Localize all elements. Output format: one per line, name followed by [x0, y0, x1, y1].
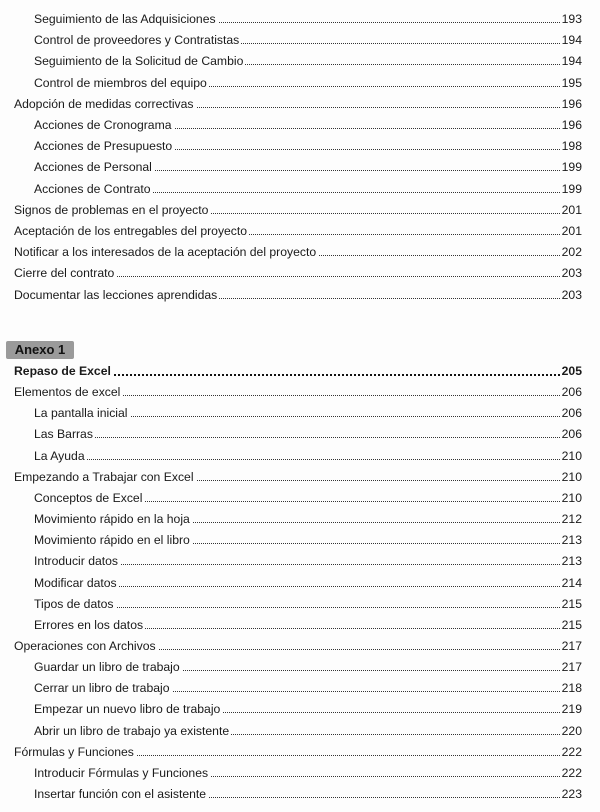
toc-entry [0, 678, 600, 698]
toc-entry [0, 594, 600, 614]
toc-leader-dots [34, 459, 580, 460]
toc-entry-page: 193 [560, 9, 582, 29]
toc-entry [0, 73, 600, 93]
toc-entry [0, 242, 600, 262]
toc-entry-page: 205 [560, 361, 582, 381]
toc-entry [0, 530, 600, 550]
toc-entry-page: 203 [560, 285, 582, 305]
toc-entry-label: Signos de problemas en el proyecto [14, 200, 210, 220]
toc-entry-page: 203 [560, 263, 582, 283]
toc-entry [0, 179, 600, 199]
toc-entry-label: Modificar datos [34, 573, 119, 593]
toc-entry-label: Introducir datos [34, 551, 120, 571]
toc-entry-label: Control de proveedores y Contratistas [34, 30, 241, 50]
toc-entry [0, 509, 600, 529]
toc-entry [0, 467, 600, 487]
toc-entry-label: Errores en los datos [34, 615, 145, 635]
toc-leader-dots [34, 437, 580, 438]
toc-entry-label: Movimiento rápido en el libro [34, 530, 192, 550]
toc-entry-label: Empezar un nuevo libro de trabajo [34, 699, 222, 719]
toc-entry [0, 784, 600, 804]
toc-entry [0, 742, 600, 762]
toc-entry-page: 217 [560, 636, 582, 656]
toc-entry-label: Cierre del contrato [14, 263, 116, 283]
toc-entry-page: 215 [560, 615, 582, 635]
toc-entry [0, 636, 600, 656]
toc-entry [0, 551, 600, 571]
toc-entry [0, 94, 600, 114]
toc-entry-page: 202 [560, 242, 582, 262]
toc-entry-page: 217 [560, 657, 582, 677]
toc-entry-label: Notificar a los interesados de la aceptación del proyecto [14, 242, 318, 262]
toc-entry-page: 218 [560, 678, 582, 698]
toc-entry-label: Acciones de Contrato [34, 179, 153, 199]
toc-entry-page: 210 [560, 467, 582, 487]
toc-entry-page: 198 [560, 136, 582, 156]
toc-entry [0, 200, 600, 220]
toc-entry [0, 488, 600, 508]
toc-entry-page: 210 [560, 446, 582, 466]
toc-entry [0, 136, 600, 156]
toc-entry [0, 699, 600, 719]
toc-entry-label: Guardar un libro de trabajo [34, 657, 182, 677]
toc-entry-page: 210 [560, 488, 582, 508]
toc-entry [0, 424, 600, 444]
toc-entry [0, 263, 600, 283]
toc-entry [0, 285, 600, 305]
toc-entry [0, 721, 600, 741]
toc-entry-label: Empezando a Trabajar con Excel [14, 467, 196, 487]
toc-entry-page: 219 [560, 699, 582, 719]
toc-entry-page: 201 [560, 221, 582, 241]
toc-entry-page: 196 [560, 115, 582, 135]
toc-entry [0, 615, 600, 635]
toc-entry-label: Elementos de excel [14, 382, 122, 402]
toc-entry-page: 195 [560, 73, 582, 93]
toc-entry-page: 223 [560, 784, 582, 804]
toc-entry-label: Documentar las lecciones aprendidas [14, 285, 219, 305]
toc-entry [0, 657, 600, 677]
toc-entry [0, 763, 600, 783]
toc-entry-label: Cerrar un libro de trabajo [34, 678, 172, 698]
toc-entry-page: 199 [560, 157, 582, 177]
toc-entry-page: 212 [560, 509, 582, 529]
toc-entry-label: La Ayuda [34, 446, 87, 466]
annex-heading: Anexo 1 [6, 341, 74, 359]
toc-entry-label: Fórmulas y Funciones [14, 742, 136, 762]
toc-entry-label: Conceptos de Excel [34, 488, 144, 508]
toc-entry-label: Introducir Fórmulas y Funciones [34, 763, 210, 783]
toc-entry-page: 222 [560, 742, 582, 762]
toc-entry-label: Acciones de Presupuesto [34, 136, 174, 156]
toc-entry-page: 194 [560, 30, 582, 50]
toc-entry-label: Control de miembros del equipo [34, 73, 209, 93]
toc-entry-page: 194 [560, 51, 582, 71]
toc-entry-label: Las Barras [34, 424, 95, 444]
toc-entry-page: 214 [560, 573, 582, 593]
toc-entry-label: Tipos de datos [34, 594, 116, 614]
toc-entry-page: 196 [560, 94, 582, 114]
toc-entry [0, 30, 600, 50]
toc-entry-label: Acciones de Cronograma [34, 115, 174, 135]
toc-entry-page: 213 [560, 551, 582, 571]
toc-entry-label: Movimiento rápido en la hoja [34, 509, 192, 529]
toc-entry [0, 446, 600, 466]
toc-entry-page: 215 [560, 594, 582, 614]
toc-entry-page: 222 [560, 763, 582, 783]
toc-entry-page: 220 [560, 721, 582, 741]
toc-entry-page: 201 [560, 200, 582, 220]
toc-entry-label: Aceptación de los entregables del proyecto [14, 221, 249, 241]
toc-entry [0, 361, 600, 381]
toc-entry [0, 573, 600, 593]
toc-entry-page: 213 [560, 530, 582, 550]
toc-entry [0, 115, 600, 135]
toc-entry-label: Operaciones con Archivos [14, 636, 158, 656]
toc-entry-label: Insertar función con el asistente [34, 784, 208, 804]
toc-leader-dots [34, 607, 580, 608]
toc-entry-label: Abrir un libro de trabajo ya existente [34, 721, 231, 741]
toc-entry-label: Seguimiento de las Adquisiciones [34, 9, 218, 29]
toc-entry-label: Adopción de medidas correctivas [14, 94, 196, 114]
toc-entry-page: 199 [560, 179, 582, 199]
toc-entry-page: 206 [560, 424, 582, 444]
toc-entry [0, 157, 600, 177]
toc-entry-label: Repaso de Excel [14, 361, 113, 381]
toc-entry [0, 9, 600, 29]
toc-entry-label: La pantalla inicial [34, 403, 130, 423]
toc-entry [0, 221, 600, 241]
toc-entry-label: Seguimiento de la Solicitud de Cambio [34, 51, 245, 71]
toc-entry-page: 206 [560, 403, 582, 423]
toc-entry-label: Acciones de Personal [34, 157, 154, 177]
toc-entry [0, 51, 600, 71]
toc-entry-page: 206 [560, 382, 582, 402]
toc-entry [0, 403, 600, 423]
toc-entry [0, 382, 600, 402]
